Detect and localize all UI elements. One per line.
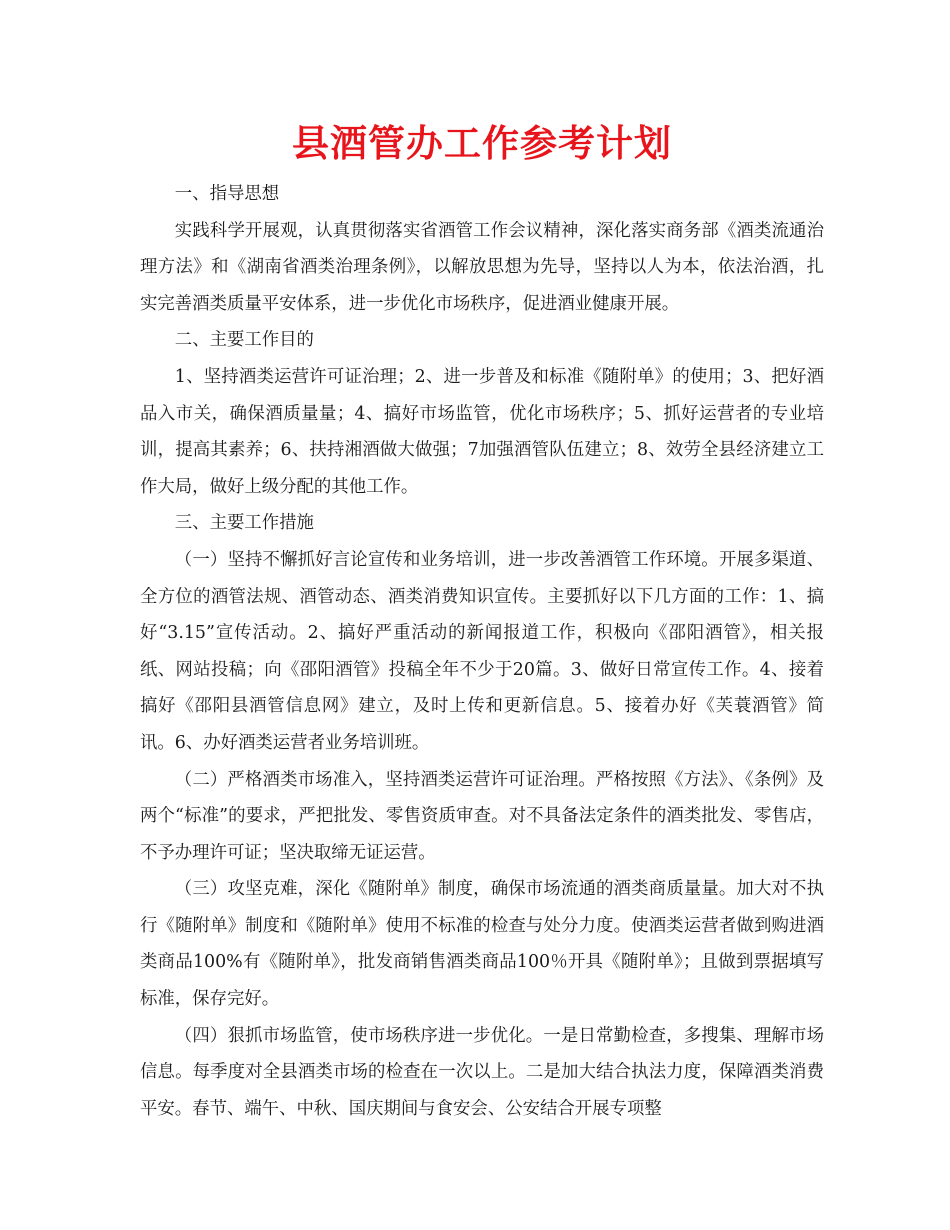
- document-body: [140, 112, 824, 1127]
- paragraph-measure-3: （三）攻坚克难，深化《随附单》制度，确保市场流通的酒类商质量量。加大对不执行《随附单》制度和《随附单》使用不标准的检查与处分力度。使酒类运营者做到购进酒类商品100%有《随附单》，批发商销售酒类商品100％开具《随附单》；且做到票据填写标准，保存完好。: [140, 879, 824, 1010]
- paragraph-guiding-thought: 实践科学开展观，认真贯彻落实省酒管工作会议精神，深化落实商务部《酒类流通治理方法》和《湖南省酒类治理条例》，以解放思想为先导，坚持以人为本，依法治酒，扎实完善酒类质量平安体系，进一步优化市场秩序，促进酒业健康开展。: [140, 220, 824, 314]
- paragraph-measure-4: （四）狠抓市场监管，使市场秩序进一步优化。一是日常勤检查，多搜集、理解市场信息。每季度对全县酒类市场的检查在一次以上。二是加大结合执法力度，保障酒类消费平安。春节、端午、中秋、国庆期间与食安会、公安结合开展专项整: [140, 1025, 824, 1119]
- paragraph-measure-1: （一）坚持不懈抓好言论宣传和业务培训，进一步改善酒管工作环境。开展多渠道、全方位的酒管法规、酒管动态、酒类消费知识宣传。主要抓好以下几方面的工作：1、搞好“3.15”宣传活动。2、搞好严重活动的新闻报道工作，积极向《邵阳酒管》，相关报纸、网站投稿；向《邵阳酒管》投稿全年不少于20篇。3、做好日常宣传工作。4、接着搞好《邵阳县酒管信息网》建立，及时上传和更新信息。5、接着办好《芙蓑酒管》简讯。6、办好酒类运营者业务培训班。: [140, 549, 824, 753]
- paragraph-main-goals: 1、坚持酒类运营许可证治理；2、进一步普及和标准《随附单》的使用；3、把好酒品入市关，确保酒质量量；4、搞好市场监管，优化市场秩序；5、抓好运营者的专业培训，提高其素养；6、扶持湘酒做大做强；7加强酒管队伍建立；8、效劳全县经济建立工作大局，做好上级分配的其他工作。: [140, 366, 824, 497]
- section-heading-main-measures: 三、主要工作措施: [174, 513, 314, 534]
- document-title: 县酒管办工作参考计划: [292, 122, 672, 165]
- section-heading-guiding-thought: 一、指导思想: [174, 184, 280, 204]
- section-heading-main-goals: 二、主要工作目的: [174, 330, 314, 351]
- paragraph-measure-2: （二）严格酒类市场准入，坚持酒类运营许可证治理。严格按照《方法》、《条例》及两个“标准”的要求，严把批发、零售资质审查。对不具备法定条件的酒类批发、零售店，不予办理许可证；坚决取缔无证运营。: [140, 769, 824, 863]
